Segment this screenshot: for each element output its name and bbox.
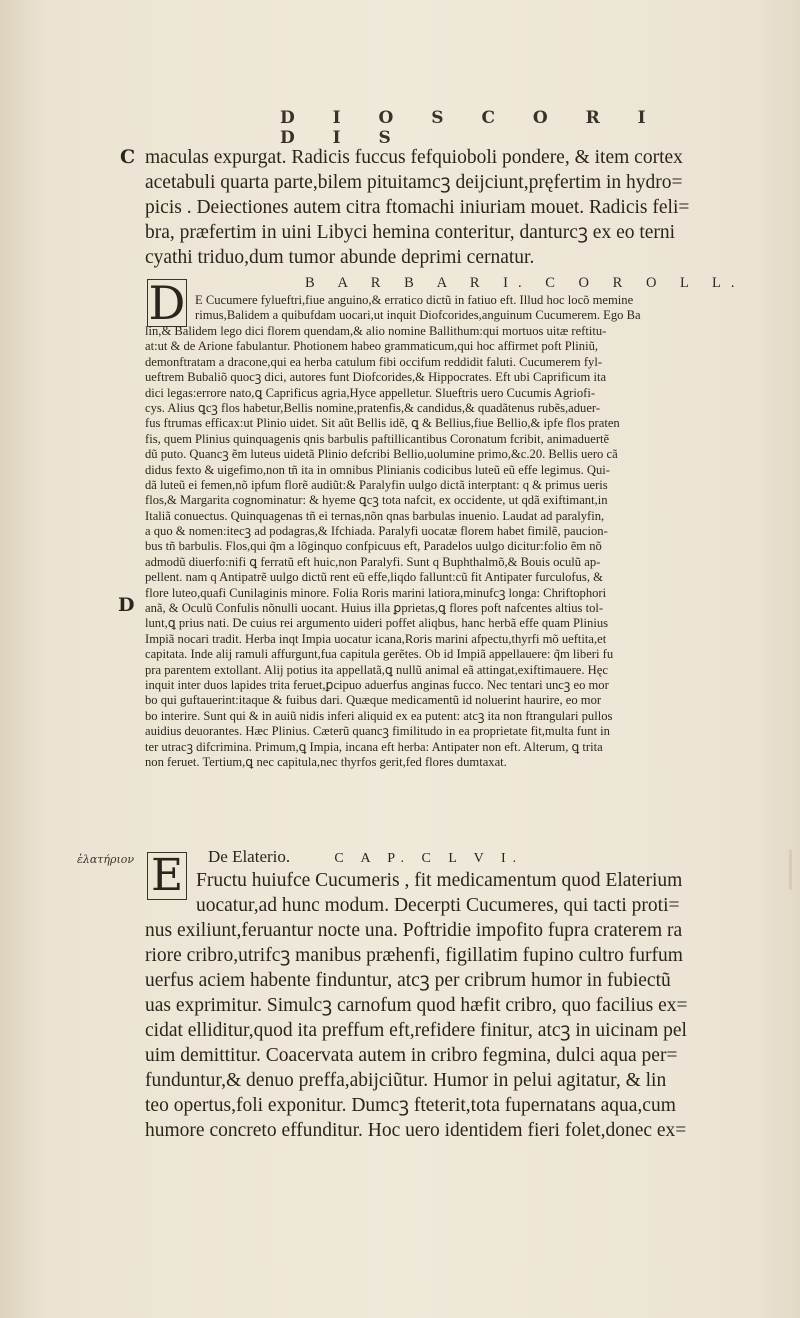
- text-line: Fructu huiufce Cucumeris , fit medicamentum quod Elaterium: [196, 870, 683, 891]
- text-line: E Cucumere fylueftri,fiue anguino,& erratico dictũ in fatiuo eft. Illud hoc locõ memine: [195, 293, 634, 307]
- text-line: bus tñ barbulis. Flos,qui q̃m a lõginquo confpicuus eft, Paradelos uulgo dicitur:folio ẽm nõ: [145, 539, 602, 554]
- text-line: humore concreto effunditur. Hoc uero identidem fieri folet,donec ex=: [145, 1120, 687, 1141]
- text-line: pellent. nam q Antipatrẽ uulgo dictũ rent eũ effe,liqdo fallunt:cũ fit Antipater furculofus, &: [145, 570, 603, 585]
- text-line: riore cribro,utrifcꝫ manibus præhenfi, figillatim fupino cultro furfum: [145, 945, 683, 966]
- text-line: cidat elliditur,quod ita preffum eft,refidere finitur, atcꝫ in uicinam pel: [145, 1020, 687, 1041]
- text-line: rimus,Balidem a quibufdam uocari,ut inquit Diofcorides,anguinum Cucumerem. Ego Ba: [195, 308, 641, 323]
- text-line: Impiã nocari tradit. Herba inqt Impia uocatur icana,Roris marini afpectu,thyrfi mõ ueftita,et: [145, 631, 607, 646]
- text-line: bo qui guftauerint:itaque & fuibus dari. Quæque medicamentũ id noluerint haurire, eo mor: [145, 693, 602, 708]
- text-line: at:ut & de Arione fabulantur. Photionem habeo grammaticum,qui hoc affirmet poft Pliniũ,: [145, 339, 599, 354]
- chapter-heading: [208, 847, 523, 867]
- commentary-head-lines: [195, 293, 775, 324]
- text-line: cys. Alius ꝗcꝫ flos habetur,Bellis nomine,pratenfis,& candidus,& quadãtenus rubẽs,aduer-: [145, 400, 601, 415]
- text-line: bra, præfertim in uini Libyci hemina conteritur, danturcꝫ ex eo terni: [145, 222, 676, 243]
- text-line: ter utracꝫ difcrimina. Primum,ꝗ Impia, incana eft herba: Antipater non eft. Alterum, ꝗ trita: [145, 739, 603, 754]
- text-line: flos,& Margarita cognominatur: & hyeme ꝗcꝫ tota nafcit, ex occidente, ut qdã exiftimant,in: [145, 493, 608, 508]
- text-line: pra parentem extollant. Alij potius ita appellatã,ꝗ nullũ animal eã attingat,exiftimauere. Hęc: [145, 662, 608, 677]
- text-line: picis . Deiectiones autem citra ftomachi iniuriam mouet. Radicis feli=: [145, 197, 690, 218]
- text-line: lin,& Balidem lego dici florem quendam,& alio nomine Ballithum:qui mortuos uitæ reftitu-: [145, 324, 607, 338]
- text-line: dici legas:errore nato,ꝗ Caprificus agria,Hyce appelletur. Slueftris uero Cucumis Agriofi-: [145, 385, 596, 400]
- text-line: fis, quem Plinius quinquagenis qnis barbulis paftillicantibus Coronatum fcribit, animaduertẽ: [145, 431, 610, 446]
- text-line: uerfus aciem habente finduntur, atcꝫ per cribrum humor in fubiectũ: [145, 970, 671, 991]
- section-title: B A R B A R I. C O R O L L.: [305, 275, 745, 291]
- text-line: uim demittitur. Coacervata autem in cribro fegmina, dulci aqua per=: [145, 1045, 678, 1066]
- text-line: fus ftrumas efficax:ut Plinio uidet. Sit aũt Bellis idẽ, ꝗ & Bellius,fiue Bellio,& ipfe flos praten: [145, 416, 620, 431]
- text-line: anã, & Oculũ Confulis nõnulli uocant. Huius illa ꝑprietas,ꝗ flores poft nafcentes altius tol-: [145, 601, 604, 616]
- text-line: admodũ diuerfo:nifi ꝗ ferratũ eft huic,non Paralyfi. Sunt q Buphthalmõ,& Bouis oculũ ap-: [145, 554, 601, 569]
- text-line: bo interire. Sunt qui & in auiũ nidis inferi aliquid ex ea putent: atcꝫ ita non ftrangulari pullos: [145, 708, 613, 723]
- running-title: D I O S C O R I D I S: [280, 108, 662, 148]
- text-line: ueftrem Bubaliõ quocꝫ dici, autores funt Diofcorides,& Hippocrates. Eft ubi Caprificum ita: [145, 370, 607, 385]
- chapter-title: De Elaterio.: [208, 847, 291, 866]
- text-line: demonftratam a dracone,qui ea herba catulum fibi occifum reddidit faluti. Cucumerem fyl-: [145, 354, 603, 369]
- section-dropcap: D: [148, 276, 186, 330]
- chapter-head-lines: [196, 868, 775, 918]
- chapter-number: C A P. C L V I.: [334, 851, 524, 866]
- chapter-paragraph: [145, 918, 775, 1143]
- top-paragraph: [145, 145, 775, 270]
- text-line: nus exiliunt,feruantur nocte una. Poftridie impofito fupra craterem ra: [145, 920, 683, 941]
- text-line: uocatur,ad hunc modum. Decerpti Cucumeres, qui tacti proti=: [196, 895, 680, 916]
- text-line: acetabuli quarta parte,bilem pituitamcꝫ deijciunt,pręfertim in hydro=: [145, 172, 683, 193]
- text-line: auidius deuorantes. Hæc Plinius. Cæterũ quancꝫ fimilitudo in ea proprietate fit,multa funt in: [145, 724, 610, 739]
- text-line: cyathi triduo,dum tumor abunde deprimi cernatur.: [145, 247, 535, 268]
- text-line: dũ puto. Quancꝫ ẽm luteus uidetã Plinio defcribi Bellio,uolumine primo,&c.20. Bellis uero cã: [145, 447, 618, 462]
- text-line: funduntur,& denuo preffa,abijciũtur. Humor in pelui agitatur, & lin: [145, 1070, 667, 1091]
- text-line: uas exprimitur. Simulcꝫ carnofum quod hæfit cribro, quo facilius ex=: [145, 995, 688, 1016]
- text-line: non feruet. Tertium,ꝗ nec capitula,nec thyrfos gerit,fed flores dumtaxat.: [145, 754, 507, 769]
- text-line: flore luteo,quafi Cunilaginis minore. Folia Roris marini latiora,minufcꝫ longa: Chriftophori: [145, 585, 607, 600]
- text-line: a quo & nomen:itecꝫ ad podagras,& Ifchiada. Paralyfi uocatæ florem habet fimilẽ, paucion-: [145, 524, 608, 539]
- page-edge-mark: [789, 850, 792, 890]
- text-line: teo opertus,foli exponitur. Dumcꝫ fteterit,tota fupernatans aqua,cum: [145, 1095, 676, 1116]
- margin-greek-note: ἐλατήριον: [77, 853, 135, 866]
- text-line: inquit inter duos lapides trita feruet,ꝑcipuo aduerfus anginas fucco. Nec tentari uncꝫ eo mor: [145, 677, 609, 692]
- text-line: Italiã conuectus. Quinquagenas tñ ei ternas,nõn qnas barbulas inuenio. Laudat ad paralyfin,: [145, 508, 605, 523]
- chapter-dropcap: E: [147, 852, 187, 900]
- margin-letter-c: C: [120, 146, 136, 168]
- margin-letter-d: D: [118, 594, 135, 616]
- text-line: didus fexto & uigefimo,non tñ ita in omnibus Plinianis codicibus luteũ eũ effe legimus. Qui-: [145, 462, 610, 477]
- text-line: lunt,ꝗ prius nati. De cuius rei argumento uideri poffet aliqbus, hanc herbã effe quam Plinius: [145, 616, 609, 631]
- commentary-paragraph: [145, 324, 775, 770]
- text-line: maculas expurgat. Radicis fuccus fefquioboli pondere, & item cortex: [145, 147, 683, 168]
- text-line: dã luteũ ei femen,nõ ipfum florẽ audiũt:& Paralyfin uulgo dictã interptant: q & primus ueris: [145, 477, 608, 492]
- text-line: capitata. Inde alij ramuli affurgunt,fua capitula gerẽtes. Ob id Impiã appellauere: q̃m liberi fu: [145, 647, 614, 662]
